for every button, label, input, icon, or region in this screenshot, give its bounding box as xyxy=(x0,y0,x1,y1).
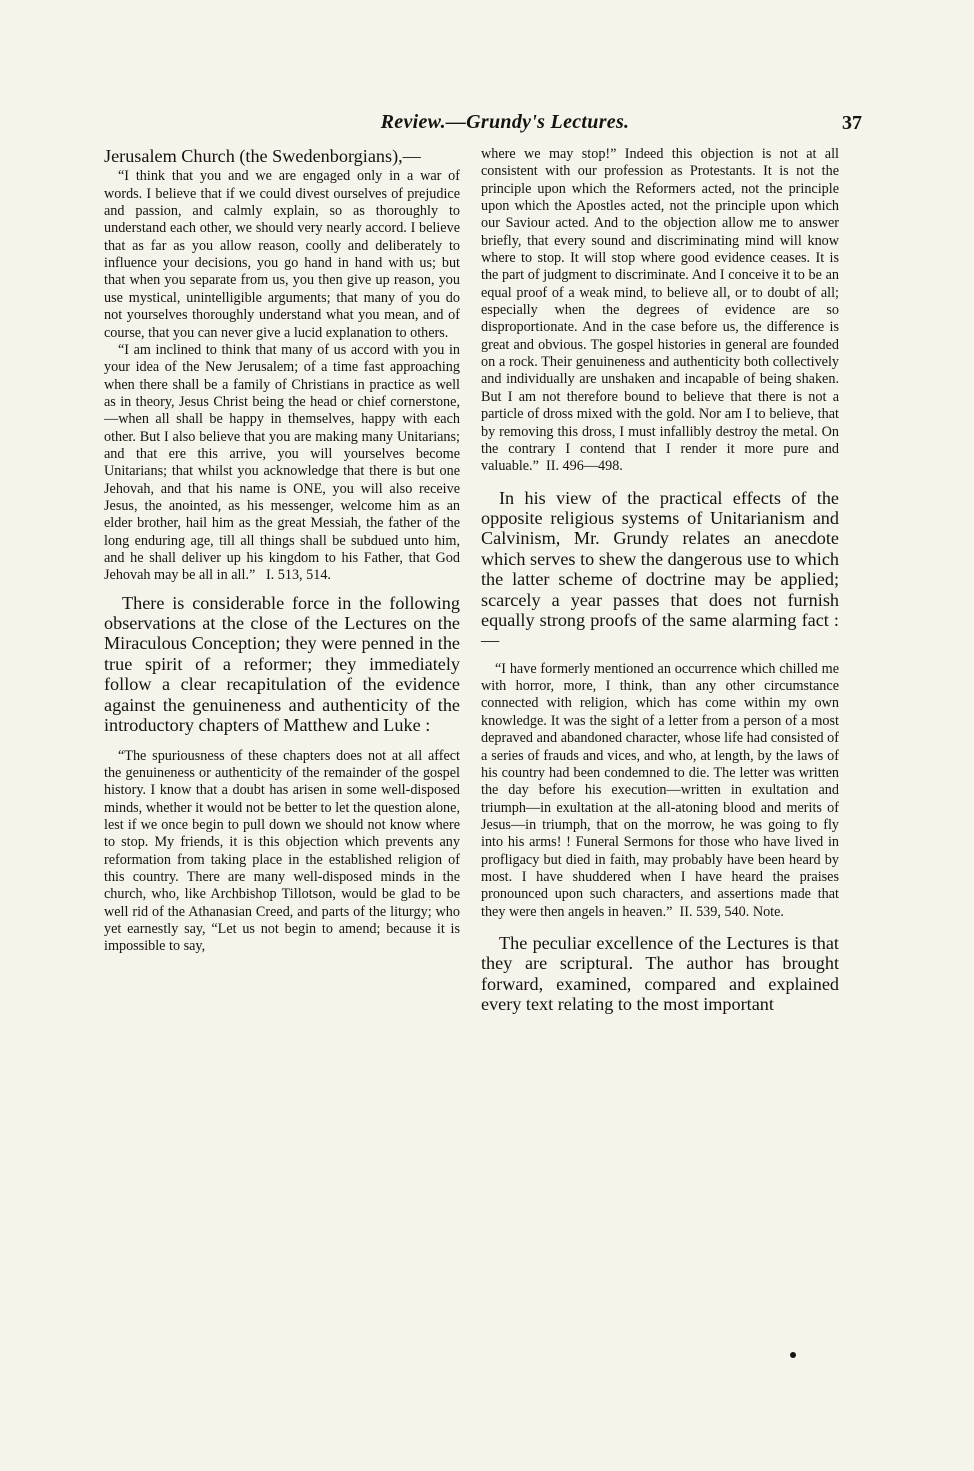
quote-text: “I have formerly mentioned an occurrence which chilled me with horror, more, I think, than any other circumstance connected with religion, which has come within my own knowledge. It was the sight of a letter from a person of a most depraved and abandoned character, whose life had consisted of a series of frauds and vices, and who, at length, by the laws of his country had been condemned to die. The letter was written the day before his execution—written in exultation and triumph—in exultation at the all-atoning blood and merits of Jesus—in triumph, that on the morrow, he was going to fly into his arms! ! Funeral Sermons for those who have lived in profligacy but died in faith, may probably have been heard by most. I have shuddered when I have heard the praises pronounced upon such characters, and assertions made that they were then angels in heaven.” xyxy=(481,660,839,920)
paragraph: The peculiar excellence of the Lectures is that they are scriptural. The author has brought forward, examined, compared and explained every text relating to the most important xyxy=(481,932,839,1015)
block-quote-2 xyxy=(104,748,460,956)
block-quote-2-continued xyxy=(481,146,839,476)
page-number: 37 xyxy=(842,112,862,134)
paragraph: There is considerable force in the following observations at the close of the Lectures on the Miraculous Conception; they were penned in the true spirit of a reformer; they immediately follow a clear recapitulation of the evidence against the genuineness and authenticity of the introductory chapters of Matthew and Luke : xyxy=(104,592,460,736)
right-column xyxy=(481,146,839,1015)
ink-dot xyxy=(790,1352,796,1358)
body-paragraph-1 xyxy=(104,593,460,736)
running-head: Review.—Grundy's Lectures. xyxy=(380,111,630,133)
citation: II. 539, 540. Note. xyxy=(679,903,784,920)
citation: I. 513, 514. xyxy=(265,567,331,584)
quote-paragraph xyxy=(481,661,839,921)
quote-text: “I am inclined to think that many of us accord with you in your idea of the New Jerusalem; of a time fast approaching when there shall be a family of Christians in practice as well as in theory, Jesus Christ being the head or chief cornerstone,—when all shall be happy in themselves, happy with each other. But I also believe that you are making many Unitarians; and that ere this arrive, you will yourselves become Unitarians; that whilst you acknowledge that there is but one Jehovah, and that his name is ONE, you will also receive Jesus, the anointed, as his messenger, welcome him as an elder brother, hail him as the great Messiah, the father of the long enduring age, till all things shall be subdued unto him, and he shall deliver up his kingdom to his Father, that God Jehovah may be all in all.” xyxy=(104,341,460,584)
quote-paragraph xyxy=(104,342,460,585)
citation: II. 496—498. xyxy=(546,458,623,475)
quote-paragraph xyxy=(481,146,839,476)
block-quote-3 xyxy=(481,661,839,921)
paragraph: In his view of the practical effects of the opposite religious systems of Unitarianism and Calvinism, Mr. Grundy relates an anecdote which serves to shew the dangerous use to which the latter scheme of doctrine may be applied; scarcely a year passes that does not furnish equally strong proofs of the same alarming fact :— xyxy=(481,487,839,651)
quote-paragraph: “The spuriousness of these chapters does not at all affect the genuineness or authenticity of the remainder of the gospel history. I know that a doubt has arisen in some well-disposed minds, whether it would not be better to let the question alone, lest if we once begin to pull down we should not know where to stop. My friends, it is this objection which prevents any reformation from taking place in the established religion of this country. There are many well-disposed minds in the church, who, like Archbishop Tillotson, would be glad to be well rid of the Athanasian Creed, and parts of the liturgy; who yet earnestly say, “Let us not begin to amend; because it is impossible to say, xyxy=(104,747,460,955)
left-column xyxy=(104,146,460,956)
quote-text: where we may stop!” Indeed this objection is not at all consistent with our profession as Protestants. It is not the principle upon which the Reformers acted, not the principle upon which the Apostles acted, not the principle upon which our Saviour acted. And to the objection allow me to answer briefly, that every sound and discriminating mind will know where to stop. It will stop where good evidence ceases. It is the part of judgment to discriminate. And I conceive it to be an equal proof of a weak mind, to believe all, or to doubt of all; especially when the degrees of evidence are so disproportionate. And in the case before us, the difference is great and obvious. The gospel histories in general are founded on a rock. Their genuineness and authenticity both collectively and individually are unshaken and incapable of being shaken. But I am not therefore bound to believe that there is not a particle of dross mixed with the gold. Nor am I to believe, that by removing this dross, I must infallibly destroy the metal. On the contrary I contend that I render it more pure and valuable.” xyxy=(481,146,839,475)
block-quote-1 xyxy=(104,168,460,584)
body-paragraph-2 xyxy=(481,488,839,651)
body-paragraph-3 xyxy=(481,933,839,1015)
quote-paragraph: “I think that you and we are engaged only in a war of words. I believe that if we could divest ourselves of prejudice and passion, and calmly explain, so as thoroughly to understand each other, we should very nearly accord. I believe that as far as you allow reason, coolly and deliberately to influence your decisions, you go hand in hand with us; but that when you separate from us, you then give up reason, you use mystical, unintelligible arguments; that many of you do not yourselves thoroughly understand what you mean, and of course, that you can never give a lucid explanation to others. xyxy=(104,168,460,341)
intro-line: Jerusalem Church (the Swedenborgians),— xyxy=(104,146,421,166)
